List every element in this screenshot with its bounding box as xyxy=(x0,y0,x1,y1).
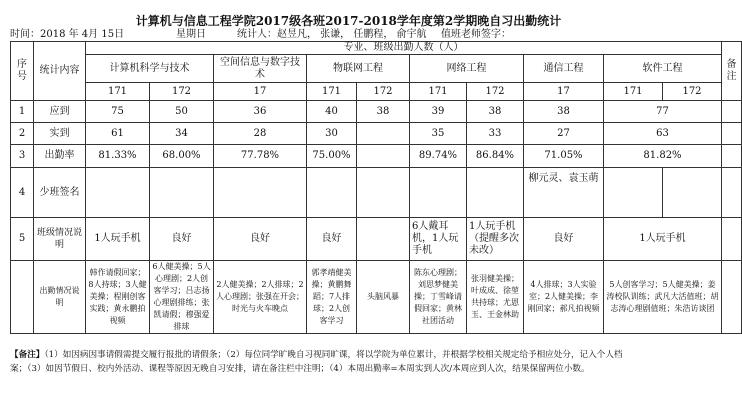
class-sw-172: 172 xyxy=(663,83,722,101)
table-cell: 71.05% xyxy=(524,145,604,168)
table-cell: 75 xyxy=(86,101,150,123)
notes-label: 【备注】 xyxy=(10,350,45,360)
table-cell: 38 xyxy=(524,101,604,123)
table-cell xyxy=(357,218,410,261)
table-cell: 50 xyxy=(150,101,214,123)
table-cell: 68.00% xyxy=(150,145,214,168)
table-cell: 头脑风暴 xyxy=(357,261,410,334)
table-cell: 2人健美操；2人排球；2人心理剧；张强在开会；时光与火车晚点 xyxy=(214,261,307,334)
table-row xyxy=(11,168,742,218)
attendance-table xyxy=(10,41,742,334)
major-iot: 物联网工程 xyxy=(307,55,410,83)
major-software: 软件工程 xyxy=(604,55,722,83)
class-comm-17: 17 xyxy=(524,83,604,101)
table-cell: 34 xyxy=(150,123,214,145)
table-cell: 38 xyxy=(357,101,410,123)
table-cell xyxy=(357,123,410,145)
content-header: 统计内容 xyxy=(34,42,86,101)
class-cs-171: 171 xyxy=(86,83,150,101)
table-row xyxy=(11,123,742,145)
major-cs: 计算机科学与技术 xyxy=(86,55,214,83)
table-cell: 61 xyxy=(86,123,150,145)
row-seq: 1 xyxy=(11,101,34,123)
remark-cell xyxy=(722,145,742,168)
table-cell: 81.33% xyxy=(86,145,150,168)
notes-line-1 xyxy=(10,348,710,362)
sheet-title: 计算机与信息工程学院2017级各班2017-2018学年度第2学期晚自习出勤统计 xyxy=(135,14,562,28)
table-cell: 36 xyxy=(214,101,307,123)
table-cell: 良好 xyxy=(214,218,307,261)
row-label: 出勤情况说明 xyxy=(34,261,86,334)
seq-header: 序号 xyxy=(11,42,34,101)
table-cell: 1人玩手机 xyxy=(86,218,150,261)
remark-cell xyxy=(722,168,742,218)
table-cell: 5人创客学习；5人健美操；姜涛校队训练；武凡大活值班；胡志涛心理剧值班；朱浩访谈团 xyxy=(604,261,722,334)
table-row xyxy=(11,261,742,334)
class-cs-172: 172 xyxy=(150,83,214,101)
row-label: 实到 xyxy=(34,123,86,145)
table-cell: 33 xyxy=(467,123,524,145)
table-cell: 良好 xyxy=(524,218,604,261)
table-cell: 77.78% xyxy=(214,145,307,168)
remark-cell xyxy=(722,218,742,261)
major-network: 网络工程 xyxy=(410,55,524,83)
notes-block xyxy=(10,348,710,376)
table-cell: 30 xyxy=(307,123,357,145)
class-iot-171: 171 xyxy=(307,83,357,101)
table-row xyxy=(11,101,742,123)
row-label: 应到 xyxy=(34,101,86,123)
row-seq xyxy=(11,261,34,334)
table-cell: 35 xyxy=(410,123,467,145)
table-row xyxy=(11,218,742,261)
table-cell: 郭孝靖健美操；黄鹏舞蹈；7人排球；2人创客学习 xyxy=(307,261,357,334)
table-cell: 6人戴耳机，1人玩手机 xyxy=(410,218,467,261)
table-cell: 75.00% xyxy=(307,145,357,168)
table-cell: 86.84% xyxy=(467,145,524,168)
major-comm: 通信工程 xyxy=(524,55,604,83)
remark-cell xyxy=(722,123,742,145)
remark-cell xyxy=(722,101,742,123)
table-cell: 4人排球；3人实验室；2人健美操；李刚回家；郝凡拍视频 xyxy=(524,261,604,334)
table-cell: 38 xyxy=(467,101,524,123)
row-seq: 2 xyxy=(11,123,34,145)
class-sw-171: 171 xyxy=(604,83,663,101)
table-cell: 1人玩手机（提醒多次未改） xyxy=(467,218,524,261)
table-cell: 39 xyxy=(410,101,467,123)
table-cell: 1人玩手机 xyxy=(604,218,722,261)
table-cell xyxy=(357,145,410,168)
meta-teacher: 值班老师签字： xyxy=(441,29,511,40)
table-cell: 63 xyxy=(604,123,722,145)
table-row xyxy=(11,145,742,168)
group-header: 专业、班级出勤人数（人） xyxy=(86,42,722,55)
class-spatial-17: 17 xyxy=(214,83,307,101)
notes-text-2: 案；（3）如因节假日、校内外活动、课程等原因无晚自习安排，请在备注栏中注明；（4）本周出勤率=本周实到人次/本周应到人次，结果保留两位小数。 xyxy=(10,364,590,374)
row-seq: 4 xyxy=(11,168,34,218)
remark-cell xyxy=(722,261,742,334)
meta-weekday: 星期日 xyxy=(176,29,206,40)
row-seq: 3 xyxy=(11,145,34,168)
table-cell: 6人健美操；5人心理剧；2人创客学习；吕志扬心理剧排练；张凯请假；穆强爱排球 xyxy=(150,261,214,334)
class-net-172: 172 xyxy=(467,83,524,101)
meta-line xyxy=(10,29,687,41)
row-label: 班级情况说明 xyxy=(34,218,86,261)
meta-stat: 统计人：赵昱凡， 张谦， 任鹏程， 俞宇航 xyxy=(237,29,427,40)
table-cell: 陈东心理剧；刘思梦健美操；丁雪峰请假回家；黄林社团活动 xyxy=(410,261,467,334)
row-label: 少班签名 xyxy=(34,168,86,218)
meta-time: 时间：2018 年 4月 15日 xyxy=(10,29,125,40)
table-cell: 77 xyxy=(604,101,722,123)
table-cell: 良好 xyxy=(150,218,214,261)
table-cell: 89.74% xyxy=(410,145,467,168)
monitor-signature: 柳元灵、袁玉萌 xyxy=(524,168,604,218)
table-cell: 40 xyxy=(307,101,357,123)
class-iot-172: 172 xyxy=(357,83,410,101)
table-cell: 良好 xyxy=(307,218,357,261)
table-cell: 28 xyxy=(214,123,307,145)
row-seq: 5 xyxy=(11,218,34,261)
row-label: 出勤率 xyxy=(34,145,86,168)
table-cell: 韩作请假回家；8人持球；3人健美操；程刚创客实践；黄永鹏拍视频 xyxy=(86,261,150,334)
major-spatial: 空间信息与数字技术 xyxy=(214,55,307,83)
remark-header: 备注 xyxy=(722,42,742,101)
table-cell: 张羽健美操；叶成成、徐堃共持球；尤恩玉、王金林助 xyxy=(467,261,524,334)
table-cell: 27 xyxy=(524,123,604,145)
table-cell: 81.82% xyxy=(604,145,722,168)
notes-text-1: （1）如因病因事请假需提交履行报批的请假条；（2）每位同学旷晚自习视同旷课，将以学院为单位累计，并根据学校相关规定给予相应处分，记入个人档 xyxy=(44,350,623,360)
class-net-171: 171 xyxy=(410,83,467,101)
